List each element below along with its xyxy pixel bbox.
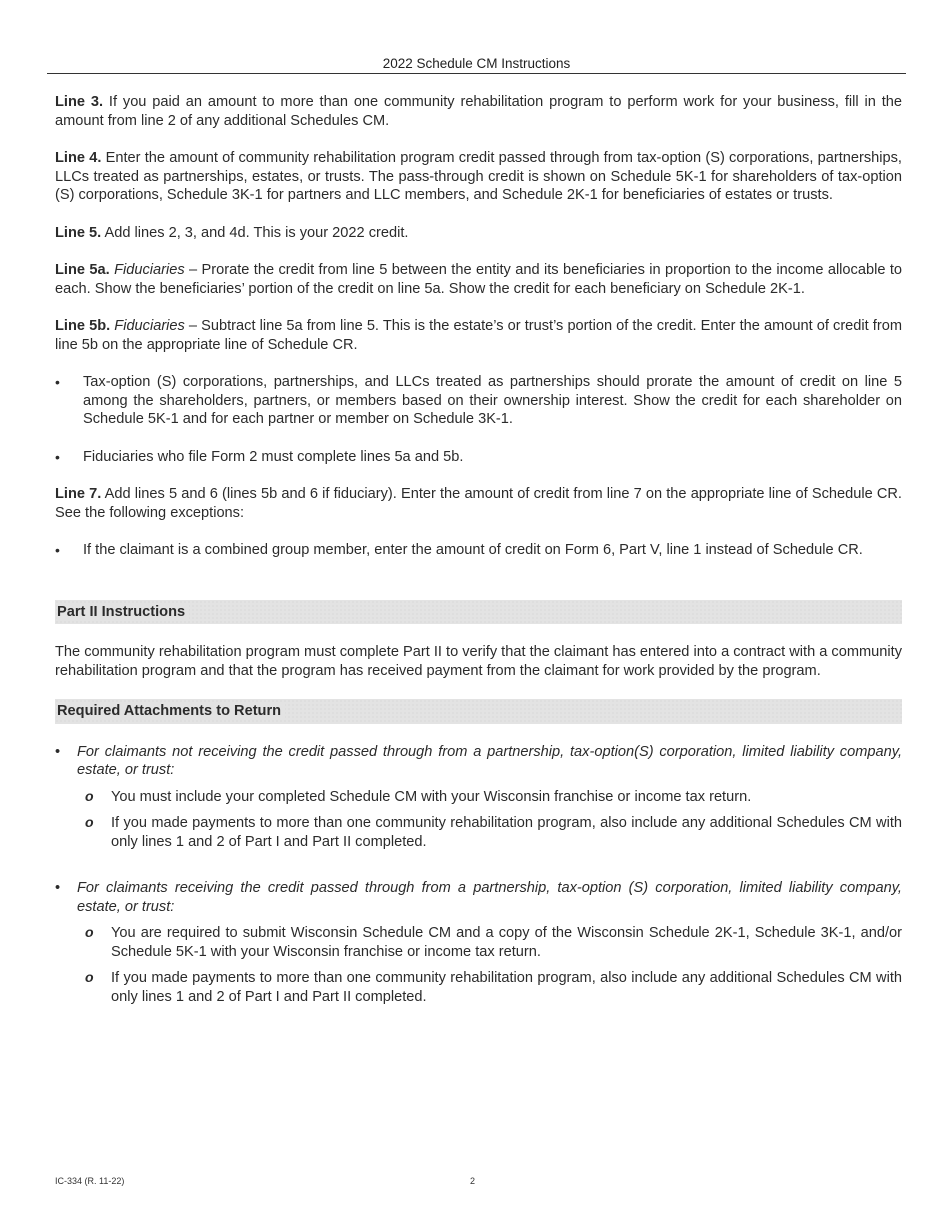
bullet-icon: • [55, 448, 60, 465]
attachment-sub-text: If you made payments to more than one community rehabilitation program, also include any additional Schedules CM with only lines 1 and 2 of Part I and Part II completed. [111, 815, 902, 850]
page-header-title: 2022 Schedule CM Instructions [47, 56, 906, 74]
bullet-icon: • [55, 374, 60, 390]
bullet-text: Tax-option (S) corporations, partnerships, and LLCs treated as partnerships should prorate the amount of credit on line 5 among the shareholders, partners, or members based on their ownership interest. Show the credit for each shareholder on Schedule 5K-1 and for each partner or member on Schedule 3K-1. [83, 374, 902, 427]
attachment-sub-text: You are required to submit Wisconsin Schedule CM and a copy of the Wisconsin Schedule 2K-1, Schedule 3K-1, and/or Schedule 5K-1 with your Wisconsin franchise or income tax return. [111, 925, 902, 960]
bullet-icon: • [55, 542, 60, 558]
attachments-heading-text: Required Attachments to Return [57, 703, 285, 719]
attachment-sub-item [55, 969, 902, 1006]
attachment-sub-item [55, 814, 902, 851]
attachment-group-intro [55, 879, 902, 916]
circle-bullet-icon: o [85, 969, 94, 985]
line-7-paragraph [55, 485, 902, 522]
attachment-intro-text: For claimants not receiving the credit passed through from a partnership, tax-option(S) corporation, limited liability company, estate, or trust: [77, 743, 902, 778]
line-5b-text: – Subtract line 5a from line 5. This is the estate’s or trust’s portion of the credit. Enter the amount of credit from line 5b on the appropriate line of Schedule CR. [55, 318, 902, 353]
attachment-sub-item [55, 924, 902, 961]
line-5-label: Line 5. [55, 224, 102, 241]
line-7-text: Add lines 5 and 6 (lines 5b and 6 if fiduciary). Enter the amount of credit from line 7 on the appropriate line of Schedule CR. See the following exceptions: [55, 486, 902, 521]
circle-bullet-icon: o [85, 924, 94, 940]
line-5-text: Add lines 2, 3, and 4d. This is your 2022 credit. [101, 224, 409, 241]
form-code: IC-334 (R. 11-22) [55, 1176, 125, 1186]
attachment-intro-text: For claimants receiving the credit passed through from a partnership, tax-option (S) corporation, limited liability company, estate, or trust: [77, 880, 902, 915]
line-4-paragraph [55, 149, 902, 205]
attachments-section-heading [55, 699, 902, 724]
line-5a-italic: Fiduciaries [114, 262, 185, 278]
bullet-icon: • [55, 880, 61, 896]
bullet-icon: • [55, 743, 61, 760]
attachment-sub-item [55, 788, 902, 807]
bullet-text: If the claimant is a combined group member, enter the amount of credit on Form 6, Part V, line 1 instead of Schedule CR. [83, 542, 863, 558]
circle-bullet-icon: o [85, 814, 94, 830]
line-3-paragraph [55, 93, 902, 130]
part-2-section-heading [55, 600, 902, 625]
line-5a-label: Line 5a. [55, 262, 110, 278]
page-number: 2 [470, 1176, 476, 1186]
line-5a-text: – Prorate the credit from line 5 between the entity and its beneficiaries in proportion to the income allocable to each. Show the beneficiaries’ portion of the credit on line 5a. Show the credit for each beneficiary on Schedule 2K-1. [55, 262, 902, 297]
line-5b-italic: Fiduciaries [114, 318, 185, 334]
line-5b-paragraph [55, 317, 902, 354]
line-7-label: Line 7. [55, 486, 102, 502]
part-2-paragraph: The community rehabilitation program must complete Part II to verify that the claimant has entered into a contract with a community rehabilitation program and that the program has received payment from the claimant for work provided by the program. [55, 644, 902, 679]
bullet-text: Fiduciaries who file Form 2 must complete lines 5a and 5b. [83, 448, 464, 465]
line-4-label: Line 4. [55, 150, 102, 166]
line-3-label: Line 3. [55, 94, 104, 110]
line-3-text: If you paid an amount to more than one community rehabilitation program to perform work for your business, fill in the amount from line 2 of any additional Schedules CM. [55, 94, 902, 129]
line-5b-label: Line 5b. [55, 318, 111, 334]
list-item [55, 448, 902, 467]
attachment-group-intro [55, 743, 902, 780]
line-4-text: Enter the amount of community rehabilitation program credit passed through from tax-option (S) corporations, partnerships, LLCs treated as partnerships, estates, or trusts. The pass-through credit is shown on Schedule 5K-1 for shareholders of tax-option (S) corporations, Schedule 3K-1 for partners and LLC members, and Schedule 2K-1 for beneficiaries of estates or trusts. [55, 150, 902, 203]
attachment-sub-text: You must include your completed Schedule CM with your Wisconsin franchise or income tax return. [111, 788, 752, 805]
line-5a-paragraph [55, 261, 902, 298]
list-item [55, 541, 902, 560]
line-5-paragraph [55, 224, 902, 243]
part-2-heading-text: Part II Instructions [57, 604, 189, 620]
circle-bullet-icon: o [85, 787, 94, 804]
document-body [55, 93, 902, 1014]
attachment-sub-text: If you made payments to more than one community rehabilitation program, also include any additional Schedules CM with only lines 1 and 2 of Part I and Part II completed. [111, 970, 902, 1005]
list-item [55, 373, 902, 429]
